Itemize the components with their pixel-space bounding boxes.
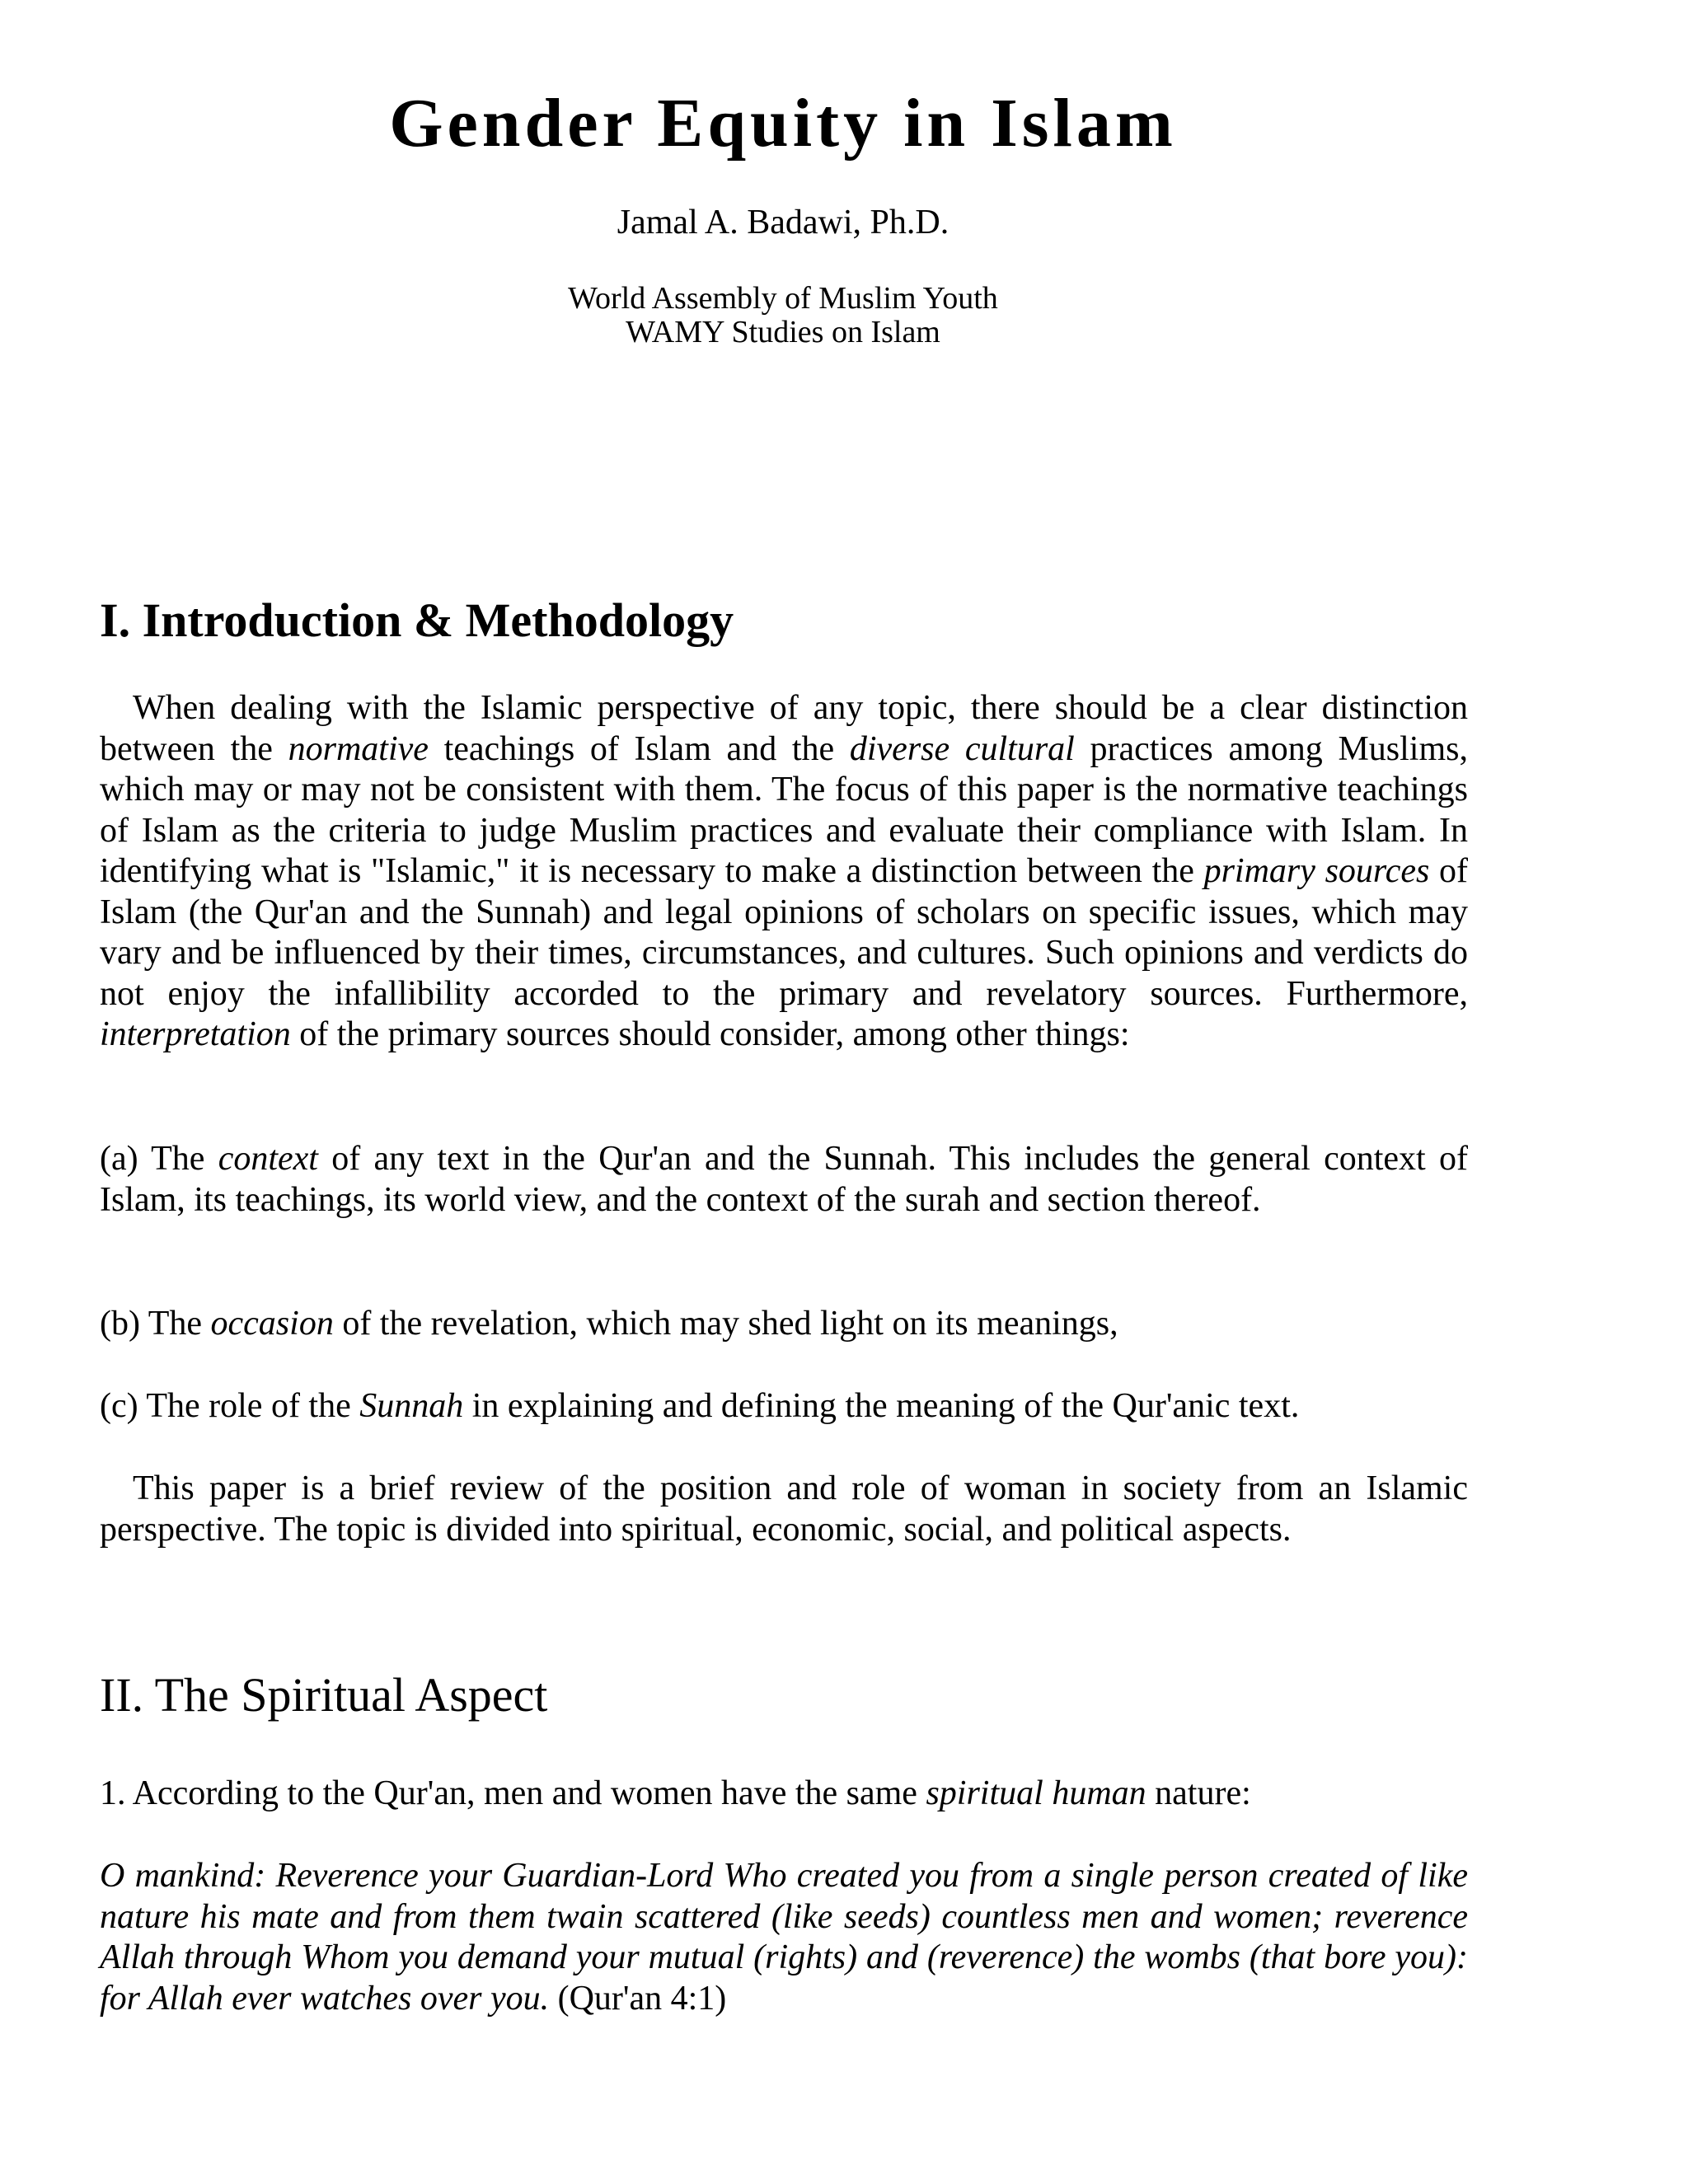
list-item-occasion: (b) The occasion of the revelation, which may shed light on its meanings, bbox=[100, 1305, 1118, 1343]
quote-citation: (Qur'an 4:1) bbox=[549, 1979, 727, 2018]
document-title: Gender Equity in Islam bbox=[389, 85, 1177, 162]
quran-quote bbox=[100, 1856, 1468, 2019]
closing-paragraph: This paper is a brief review of the position and role of woman in society from an Islamic perspective. The topic is divided into spiritual, economic, social, and political aspects. bbox=[100, 1469, 1468, 1549]
list-item-sunnah: (c) The role of the Sunnah in explaining and defining the meaning of the Qur'anic text. bbox=[100, 1387, 1300, 1425]
intro-paragraph: When dealing with the Islamic perspective of any topic, there should be a clear distinction between the normative teachings of Islam and the diverse cultural practices among Muslims, which may or may not be consistent with them. The focus of this paper is the normative teachings of Islam as the criteria to judge Muslim practices and evaluate their compliance with Islam. In identifying what is "Islamic," it is necessary to make a distinction between the primary sources of Islam (the Qur'an and the Sunnah) and legal opinions of scholars on specific issues, which may vary and be influenced by their times, circumstances, and cultures. Such opinions and verdicts do not enjoy the infallibility accorded to the primary and revelatory sources. Furthermore, interpretation of the primary sources should consider, among other things: bbox=[100, 689, 1468, 1053]
organization-line: World Assembly of Muslim Youth bbox=[568, 281, 998, 316]
quote-text: O mankind: Reverence your Guardian-Lord Who created you from a single person created of like nature his mate and from them twain scattered (like seeds) countless men and women; reverence Allah through Whom you demand your mutual (rights) and (reverence) the wombs (that bore you): for Allah ever watches over you. bbox=[100, 1857, 1468, 2018]
organization-line: WAMY Studies on Islam bbox=[626, 315, 940, 349]
section-heading-spiritual: II. The Spiritual Aspect bbox=[100, 1668, 548, 1722]
author-name: Jamal A. Badawi, Ph.D. bbox=[617, 204, 950, 241]
point-spiritual-nature: 1. According to the Qur'an, men and women have the same spiritual human nature: bbox=[100, 1774, 1251, 1812]
section-heading-introduction: I. Introduction & Methodology bbox=[100, 593, 734, 647]
list-item-context: (a) The context of any text in the Qur'an and the Sunnah. This includes the general context of Islam, its teachings, its world view, and the context of the surah and section thereof. bbox=[100, 1140, 1468, 1219]
organization bbox=[0, 282, 1566, 349]
